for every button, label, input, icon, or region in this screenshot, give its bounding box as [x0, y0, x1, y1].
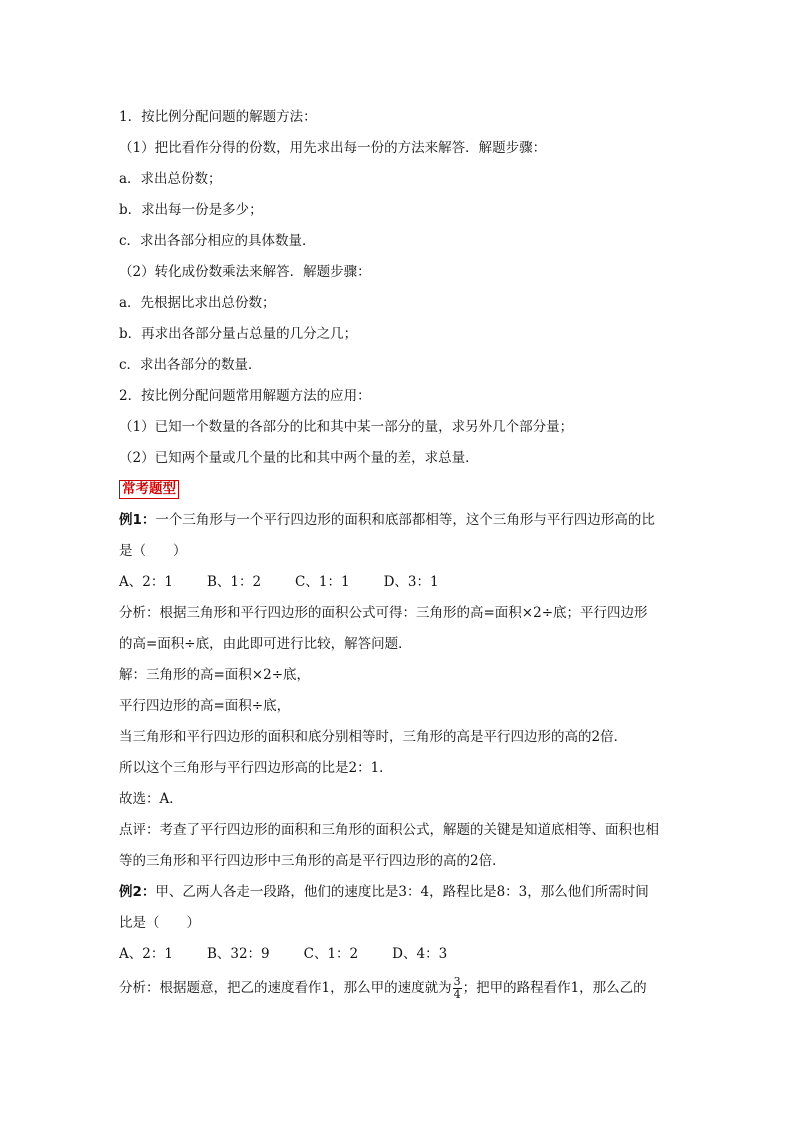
document-content: [119, 102, 679, 1006]
step-b-2: b．再求出各部分量占总量的几分之几；: [119, 326, 358, 342]
method-1: （1）把比看作分得的份数，用先求出每一份的方法来解答．解题步骤：: [119, 140, 547, 156]
step-b: b．求出每一份是多少；: [119, 202, 263, 218]
example2-option-a: A、2：1: [119, 946, 173, 962]
example1-option-c: C、1：1: [295, 574, 350, 590]
example2-question-a: 甲、乙两人各走一段路，他们的速度比是3：4，路程比是8：3，那么他们所需时间: [155, 884, 649, 900]
example1-solution-3: 当三角形和平行四边形的面积和底分别相等时，三角形的高是平行四边形的高的2倍．: [119, 729, 628, 745]
heading-application: 2．按比例分配问题常用解题方法的应用：: [119, 388, 371, 404]
example1-solution-4: 所以这个三角形与平行四边形高的比是2：1．: [119, 760, 393, 776]
application-1: （1）已知一个数量的各部分的比和其中某一部分的量，求另外几个部分量；: [119, 419, 574, 435]
step-a: a．求出总份数；: [119, 171, 222, 187]
step-c: c．求出各部分相应的具体数量．: [119, 233, 316, 249]
example1-question-b: 是（ ）: [119, 543, 187, 559]
fraction-numerator: 3: [453, 975, 461, 988]
section-tag-row: [119, 474, 679, 505]
fraction-three-quarters: [453, 976, 462, 1001]
example2-analysis-post: ；把甲的路程看作1，那么乙的: [462, 980, 647, 996]
example2-option-d: D、4：3: [392, 946, 448, 962]
step-a-2: a．先根据比求出总份数；: [119, 295, 276, 311]
method-2: （2）转化成份数乘法来解答．解题步骤：: [119, 264, 371, 280]
example1-label: 例1：: [119, 512, 156, 528]
fraction-denominator: 4: [453, 988, 461, 1001]
example1-option-d: D、3：1: [383, 574, 439, 590]
example2-option-b: B、32：9: [206, 946, 270, 962]
example1-options: [119, 567, 679, 598]
example1-analysis-b: 的高=面积÷底，由此即可进行比较，解答问题．: [119, 636, 412, 652]
example1-comment-b: 等的三角形和平行四边形中三角形的高是平行四边形的高的2倍．: [119, 853, 506, 869]
example1-question-line1: [119, 505, 679, 536]
example2-question-b: 比是（ ）: [119, 915, 200, 931]
example1-option-b: B、1：2: [206, 574, 262, 590]
example1-analysis-a: 分析：根据三角形和平行四边形的面积公式可得：三角形的高=面积×2÷底；平行四边形: [119, 605, 648, 621]
example1-question-a: 一个三角形与一个平行四边形的面积和底部都相等，这个三角形与平行四边形高的比: [155, 512, 655, 528]
step-c-2: c．求出各部分的数量．: [119, 357, 262, 373]
example2-option-c: C、1：2: [303, 946, 359, 962]
example1-solution-2: 平行四边形的高=面积÷底，: [119, 698, 291, 714]
example1-solution-1: 解：三角形的高=面积×2÷底，: [119, 667, 311, 683]
example2-question-line1: [119, 877, 679, 908]
example1-option-a: A、2：1: [119, 574, 173, 590]
heading-method: 1．按比例分配问题的解题方法：: [119, 109, 317, 125]
example2-analysis-pre: 分析：根据题意，把乙的速度看作1，那么甲的速度就为: [119, 980, 452, 996]
example1-answer: 故选：A．: [119, 791, 183, 807]
example2-options: [119, 939, 679, 970]
example2-analysis: [119, 970, 679, 1006]
example1-comment-a: 点评：考查了平行四边形的面积和三角形的面积公式，解题的关键是知道底相等、面积也相: [119, 822, 659, 838]
application-2: （2）已知两个量或几个量的比和其中两个量的差，求总量．: [119, 450, 479, 466]
example2-label: 例2：: [119, 884, 156, 900]
section-tag: 常考题型: [119, 480, 179, 499]
